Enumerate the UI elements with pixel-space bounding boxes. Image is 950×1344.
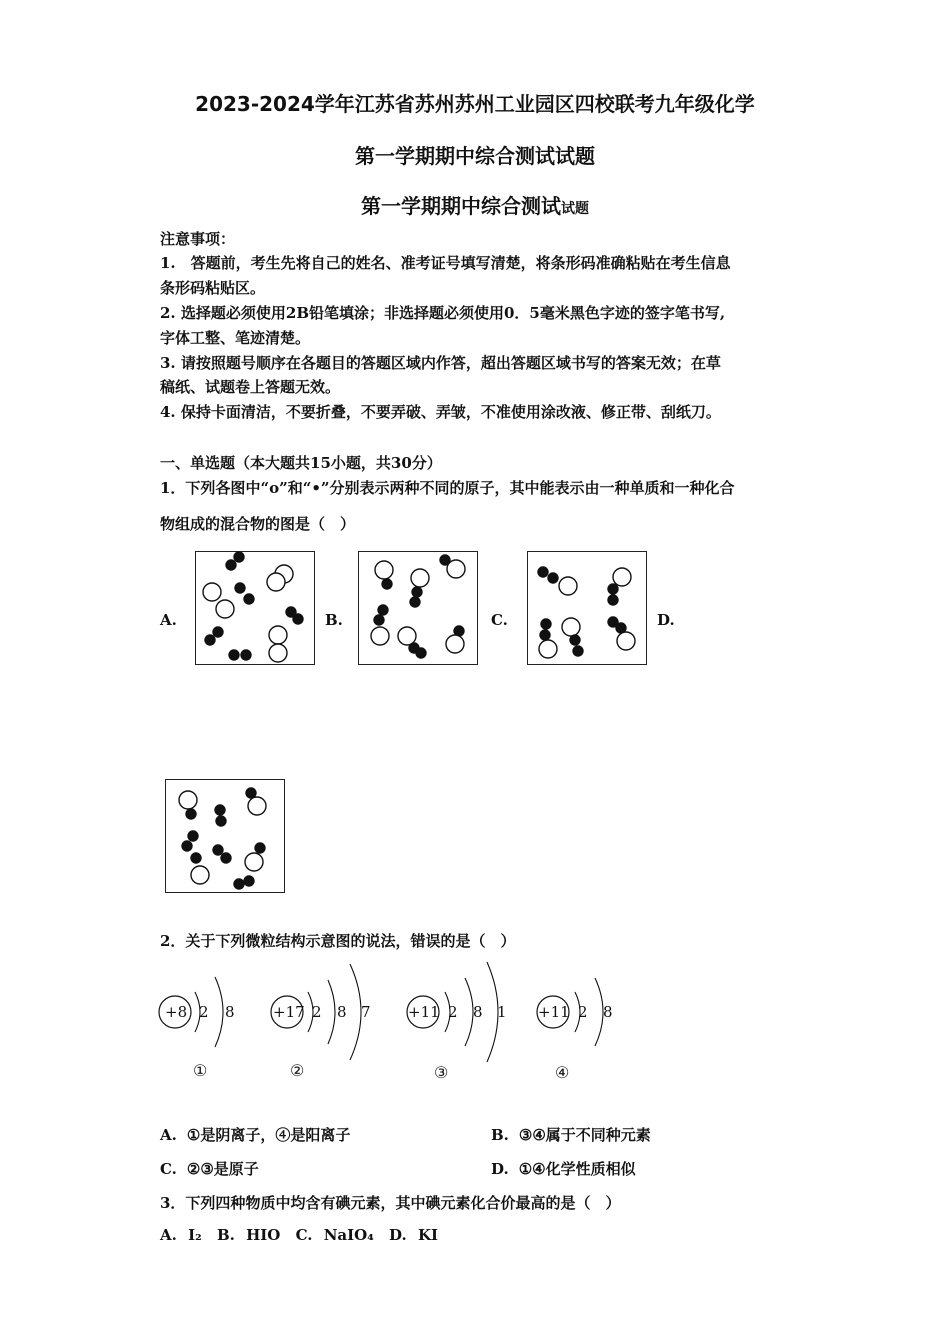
q1-stem-cont: 物组成的混合物的图是（ ） (160, 515, 356, 533)
exam-title-line3-small: 试题 (561, 201, 589, 217)
atom-diagram-1 (155, 965, 255, 1080)
shell-electrons: 7 (361, 1003, 371, 1021)
q2-stem: 2．关于下列微粒结构示意图的说法，错误的是（ ） (160, 932, 516, 950)
molecule-diagram-d (166, 780, 286, 894)
exam-title-line1: 2023-2024学年江苏省苏州苏州工业园区四校联考九年级化学 (195, 92, 755, 116)
q2-option-a (160, 1124, 350, 1145)
notes-item: 3. 请按照题号顺序在各题目的答题区域内作答，超出答题区域书写的答案无效；在草 (160, 354, 721, 372)
q3-option-d-label: D. (389, 1226, 407, 1244)
q2-option-b-label: B. (491, 1126, 509, 1144)
q2-option-a-text: ①是阴离子，④是阳离子 (186, 1126, 351, 1144)
diagram-label: ① (193, 1061, 208, 1080)
q3-option-b-label: B. (216, 1226, 235, 1244)
diagram-label: ③ (434, 1063, 449, 1082)
molecule-diagram-b (359, 552, 479, 666)
q2-option-b (491, 1124, 651, 1145)
atom-diagram-2 (268, 960, 388, 1080)
shell-electrons: 1 (497, 1003, 507, 1021)
diagram-label: ② (290, 1061, 305, 1080)
q2-option-d-label: D. (491, 1160, 509, 1178)
shell-electrons: 8 (225, 1003, 235, 1021)
exam-title-line2: 第一学期期中综合测试试题 (355, 144, 595, 168)
q2-option-c-label: C. (160, 1160, 177, 1178)
notes-item: 2. 选择题必须使用2B铅笔填涂；非选择题必须使用0．5毫米黑色字迹的签字笔书写, (160, 304, 726, 322)
notes-heading: 注意事项： (160, 230, 236, 248)
notes-item: 稿纸、试题卷上答题无效。 (160, 378, 341, 396)
shell-electrons: 2 (448, 1003, 458, 1021)
molecule-diagram-a (196, 552, 316, 666)
nucleus-charge: +8 (165, 1003, 188, 1021)
shell-electrons: 8 (337, 1003, 347, 1021)
molecule-diagram-c (528, 552, 648, 666)
notes-item: 4. 保持卡面清洁，不要折叠，不要弄破、弄皱，不准使用涂改液、修正带、刮纸刀。 (160, 403, 721, 421)
q3-option-c-label: C. (295, 1226, 313, 1244)
nucleus-charge: +11 (538, 1003, 570, 1021)
atom-diagram-3 (403, 960, 523, 1082)
q1-diagram-d (165, 779, 285, 893)
shell-electrons: 2 (578, 1003, 588, 1021)
q1-option-c-label: C. (491, 611, 508, 629)
q2-option-d (491, 1158, 636, 1179)
q1-option-a-label: A. (160, 611, 177, 629)
q1-option-b-label: B. (325, 611, 343, 629)
q3-option-a-label: A. (160, 1226, 177, 1244)
q3-option-a-text: I₂ (188, 1226, 202, 1244)
nucleus-charge: +17 (273, 1003, 305, 1021)
q1-diagram-b (358, 551, 478, 665)
diagram-label: ④ (555, 1063, 570, 1082)
section-heading: 一、单选题（本大题共15小题，共30分） (160, 454, 442, 472)
q2-option-c (160, 1158, 259, 1179)
shell-electrons: 2 (199, 1003, 209, 1021)
exam-title-line3-main: 第一学期期中综合测试 (361, 194, 561, 218)
shell-electrons: 2 (312, 1003, 322, 1021)
q1-diagram-c (527, 551, 647, 665)
exam-title-line3 (0, 190, 950, 219)
q1-stem: 1．下列各图中“o”和“•”分别表示两种不同的原子，其中能表示由一种单质和一种化合 (160, 479, 735, 497)
q3-option-d-text: KI (417, 1226, 439, 1244)
atom-diagram-4 (533, 965, 633, 1082)
q3-option-b-text: HIO (246, 1226, 281, 1244)
q2-option-b-text: ③④属于不同种元素 (518, 1126, 651, 1144)
q1-diagram-a (195, 551, 315, 665)
notes-item: 字体工整、笔迹清楚。 (160, 329, 311, 347)
nucleus-charge: +11 (408, 1003, 440, 1021)
q2-option-d-text: ①④化学性质相似 (518, 1160, 636, 1178)
q2-option-c-text: ②③是原子 (186, 1160, 259, 1178)
q2-option-a-label: A. (160, 1126, 177, 1144)
q3-options (160, 1226, 438, 1244)
q1-option-d-label: D. (657, 611, 675, 629)
q3-stem: 3．下列四种物质中均含有碘元素，其中碘元素化合价最高的是（ ） (160, 1194, 621, 1212)
notes-item: 条形码粘贴区。 (160, 279, 266, 297)
shell-electrons: 8 (603, 1003, 613, 1021)
q3-option-c-text: NaIO₄ (323, 1226, 374, 1244)
shell-electrons: 8 (473, 1003, 483, 1021)
notes-item: 1. 答题前，考生先将自己的姓名、准考证号填写清楚，将条形码准确粘贴在考生信息 (160, 254, 731, 272)
